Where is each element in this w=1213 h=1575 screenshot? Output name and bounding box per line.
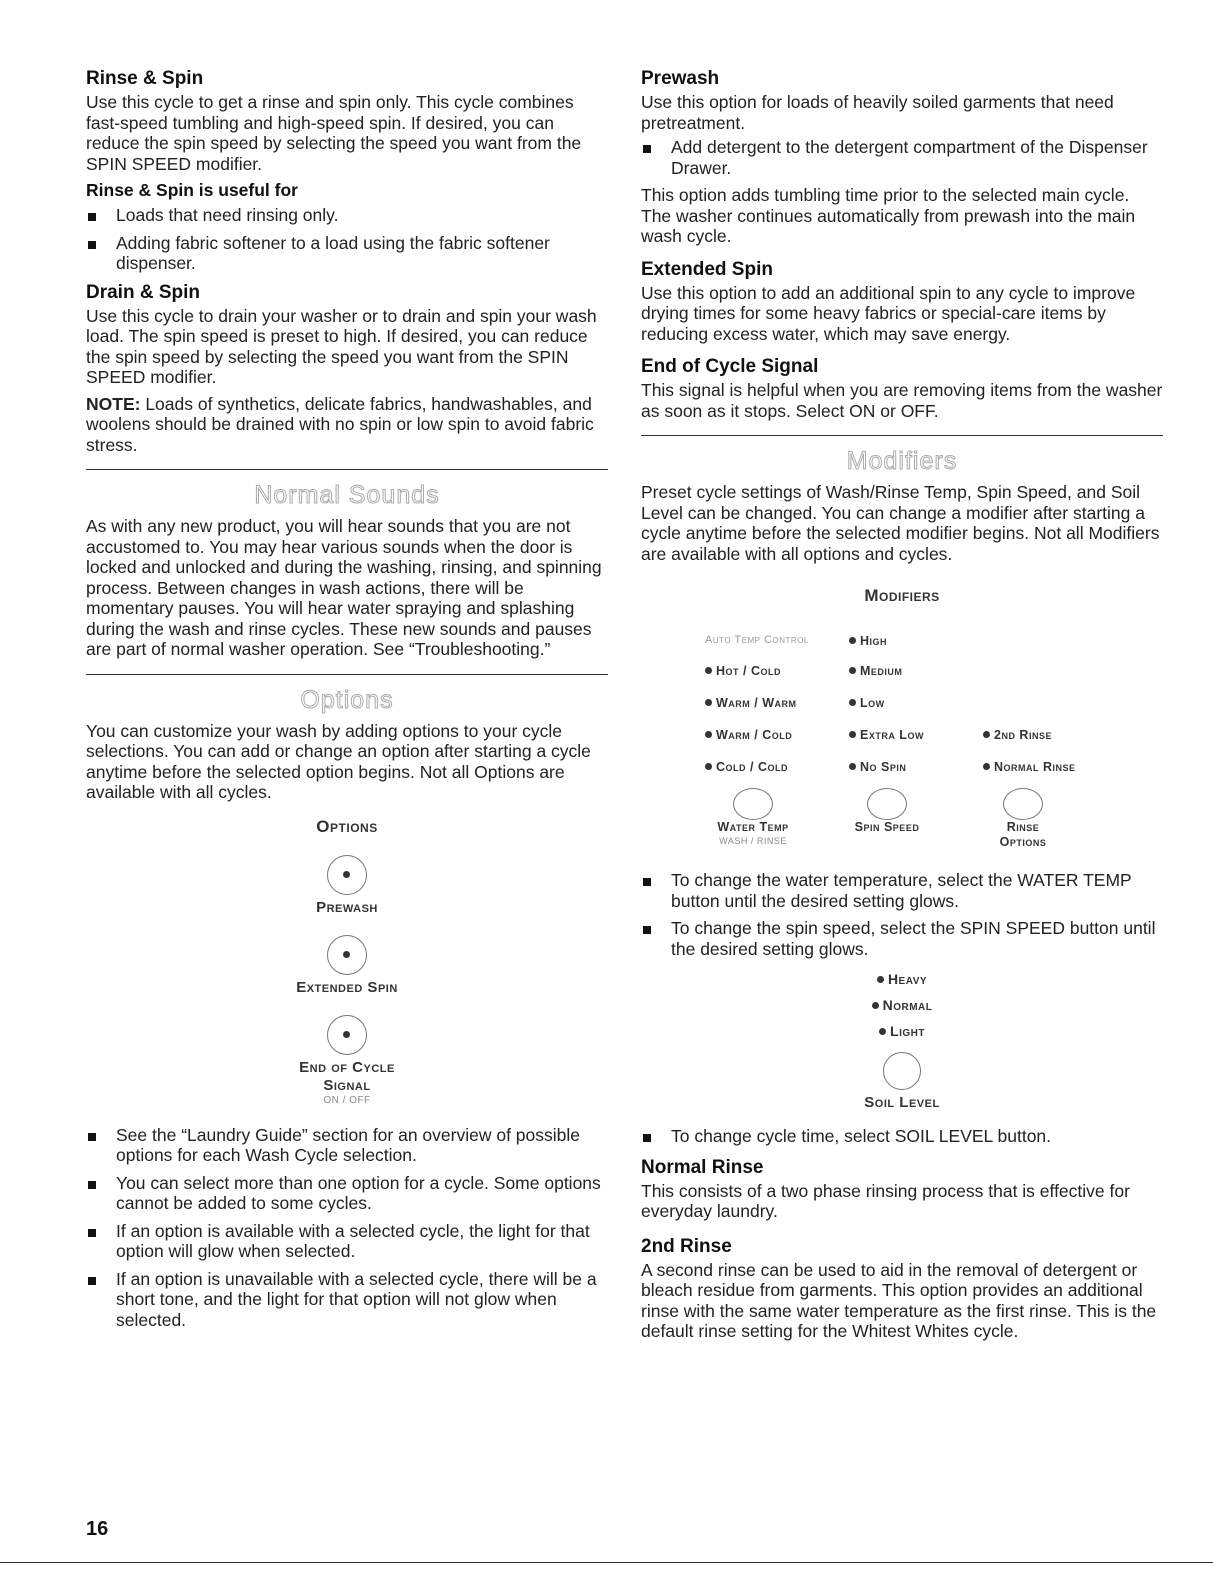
second-rinse-body: A second rinse can be used to aid in the removal of detergent or bleach residue from garments. This option provides an additional rinse with the same water temperature as the first rinse. This is the default rinse setting for the Whitest Whites cycle. [641, 1259, 1157, 1341]
list-item: Add detergent to the detergent compartment of the Dispenser Drawer. [641, 137, 1163, 178]
extended-spin-button[interactable] [327, 935, 367, 975]
water-temp-option: Cold / Cold [705, 760, 788, 774]
indicator-dot-icon [849, 763, 856, 770]
indicator-dot-icon [877, 976, 884, 983]
bottom-rule [0, 1562, 1213, 1563]
right-column [641, 60, 1163, 1342]
list-item: Adding fabric softener to a load using the fabric softener dispenser. [86, 233, 608, 274]
indicator-dot-icon [705, 731, 712, 738]
modifiers-panel [641, 614, 1163, 884]
prewash-control [86, 855, 608, 917]
rinse-spin-useful-heading: Rinse & Spin is useful for [86, 180, 298, 200]
normal-rinse-body: This consists of a two phase rinsing process that is effective for everyday laundry. [641, 1180, 1130, 1221]
end-cycle-signal-control [86, 1015, 608, 1107]
rinse-option: Normal Rinse [983, 760, 1076, 774]
prewash-label: Prewash [316, 898, 378, 916]
options-panel [86, 817, 608, 1107]
spin-speed-option: Medium [849, 664, 902, 678]
indicator-dot-icon [879, 1028, 886, 1035]
indicator-dot-icon [705, 699, 712, 706]
soil-level-option: Light [641, 1018, 1163, 1044]
end-cycle-signal-button[interactable] [327, 1015, 367, 1055]
rinse-spin-body: Use this cycle to get a rinse and spin only. This cycle combines fast-speed tumbling and high-speed spin. If desired, you can reduce the spin speed by selecting the speed you want from the SPIN SPEED modifier. [86, 92, 582, 174]
soil-level-button[interactable] [883, 1052, 921, 1090]
prewash-body: Use this option for loads of heavily soiled garments that need pretreatment. [641, 92, 1114, 133]
prewash-body-2: This option adds tumbling time prior to the selected main cycle. The washer continues automatically from prewash into the main wash cycle. [641, 185, 1136, 246]
water-temp-option: Hot / Cold [705, 664, 781, 678]
extended-spin-body: Use this option to add an additional spin to any cycle to improve drying times for some heavy fabrics or special-care items by reducing excess water, which may save energy. [641, 282, 1136, 344]
rinse-options-label: Rinse Options [999, 820, 1047, 849]
end-cycle-sub: ON / OFF [323, 1094, 371, 1106]
water-temp-option: Warm / Warm [705, 696, 797, 710]
second-rinse-heading: 2nd Rinse [641, 1235, 732, 1257]
end-cycle-body: This signal is helpful when you are removing items from the washer as soon as it stops. Select ON or OFF. [641, 380, 1163, 421]
rinse-options-button[interactable] [1003, 788, 1043, 820]
normal-sounds-body: As with any new product, you will hear sounds that you are not accustomed to. You may hear various sounds when the door is locked and unlocked and during the washing, rinsing, and spinning process. Between changes in wash actions, there will be momentary pauses. You will hear water spraying and splashing during the wash and rinse cycles. These new sounds and pauses are part of normal washer operation. See “Troubleshooting.” [86, 516, 602, 659]
auto-temp-control-label: Auto Temp Control [705, 634, 809, 646]
list-item: You can select more than one option for a cycle. Some options cannot be added to some cycles. [86, 1173, 608, 1214]
indicator-dot-icon [705, 763, 712, 770]
drain-spin-note [86, 394, 608, 456]
list-item: If an option is unavailable with a selected cycle, there will be a short tone, and the light for that option will not glow when selected. [86, 1269, 608, 1331]
end-cycle-label-signal: Signal [323, 1076, 371, 1094]
list-item: To change cycle time, select SOIL LEVEL button. [641, 1126, 1163, 1147]
spin-speed-button[interactable] [867, 788, 907, 820]
drain-spin-body: Use this cycle to drain your washer or to drain and spin your wash load. The spin speed is preset to high. If desired, you can reduce the spin speed by selecting the speed you want from the SPIN SPEED modifier. [86, 305, 597, 387]
water-temp-option: Warm / Cold [705, 728, 792, 742]
note-label: NOTE: [86, 393, 141, 414]
water-temp-sub: WASH / RINSE [719, 836, 787, 846]
list-item: Loads that need rinsing only. [86, 205, 608, 226]
section-divider [641, 435, 1163, 436]
modifiers-heading: Modifiers [846, 447, 958, 475]
list-item: To change the spin speed, select the SPIN SPEED button until the desired setting glows. [641, 918, 1163, 959]
indicator-dot-icon [705, 667, 712, 674]
prewash-button[interactable] [327, 855, 367, 895]
water-temp-label: Water Temp WASH / RINSE [703, 820, 803, 847]
spin-speed-option: Low [849, 696, 885, 710]
drain-spin-heading: Drain & Spin [86, 281, 201, 303]
list-item: To change the water temperature, select the WATER TEMP button until the desired setting glows. [641, 870, 1163, 911]
prewash-list [641, 137, 1163, 178]
page-number: 16 [86, 1518, 109, 1540]
indicator-dot-icon [849, 699, 856, 706]
soil-level-label: Soil Level [864, 1094, 940, 1111]
modifiers-panel-title: Modifiers [864, 586, 940, 605]
options-body: You can customize your wash by adding options to your cycle selections. You can add or change an option after starting a cycle anytime before the selected option begins. Not all Options are available with all cycles. [86, 720, 591, 802]
indicator-dot-icon [983, 763, 990, 770]
left-column [86, 60, 608, 1337]
normal-sounds-heading: Normal Sounds [254, 481, 440, 509]
section-divider [86, 469, 608, 470]
indicator-dot-icon [872, 1002, 879, 1009]
end-cycle-label: End of Cycle [299, 1058, 395, 1076]
spin-speed-label: Spin Speed [854, 820, 920, 834]
list-item: If an option is available with a selected cycle, the light for that option will glow when selected. [86, 1221, 608, 1262]
water-temp-button[interactable] [733, 788, 773, 820]
options-heading: Options [300, 685, 394, 714]
soil-level-option: Heavy [641, 966, 1163, 992]
options-list [86, 1125, 608, 1331]
indicator-dot-icon [849, 667, 856, 674]
spin-speed-option: High [849, 634, 887, 648]
indicator-dot-icon [849, 731, 856, 738]
modifiers-list [641, 870, 1163, 959]
section-divider [86, 674, 608, 675]
modifiers-body: Preset cycle settings of Wash/Rinse Temp, Spin Speed, and Soil Level can be changed. You can change a modifier after starting a cycle anytime before the selected modifier begins. Not all Modifiers are available with all options and cycles. [641, 482, 1160, 564]
options-panel-title: Options [316, 816, 378, 836]
note-text: Loads of synthetics, delicate fabrics, handwashables, and woolens should be drained with no spin or low spin to avoid fabric stress. [86, 393, 594, 455]
soil-level-list [641, 1126, 1163, 1147]
indicator-dot-icon [849, 637, 856, 644]
rinse-spin-heading: Rinse & Spin [86, 68, 204, 89]
spin-speed-option: Extra Low [849, 728, 924, 742]
extended-spin-heading: Extended Spin [641, 258, 773, 280]
extended-spin-control [86, 935, 608, 997]
rinse-option: 2nd Rinse [983, 728, 1052, 742]
list-item: See the “Laundry Guide” section for an overview of possible options for each Wash Cycle selection. [86, 1125, 608, 1166]
extended-spin-label: Extended Spin [296, 978, 398, 996]
soil-level-option: Normal [641, 992, 1163, 1018]
normal-rinse-heading: Normal Rinse [641, 1156, 764, 1178]
indicator-dot-icon [983, 731, 990, 738]
rinse-spin-list [86, 205, 608, 274]
end-cycle-heading: End of Cycle Signal [641, 356, 819, 377]
soil-level-panel [641, 966, 1163, 1112]
spin-speed-option: No Spin [849, 760, 906, 774]
prewash-heading: Prewash [641, 68, 720, 89]
